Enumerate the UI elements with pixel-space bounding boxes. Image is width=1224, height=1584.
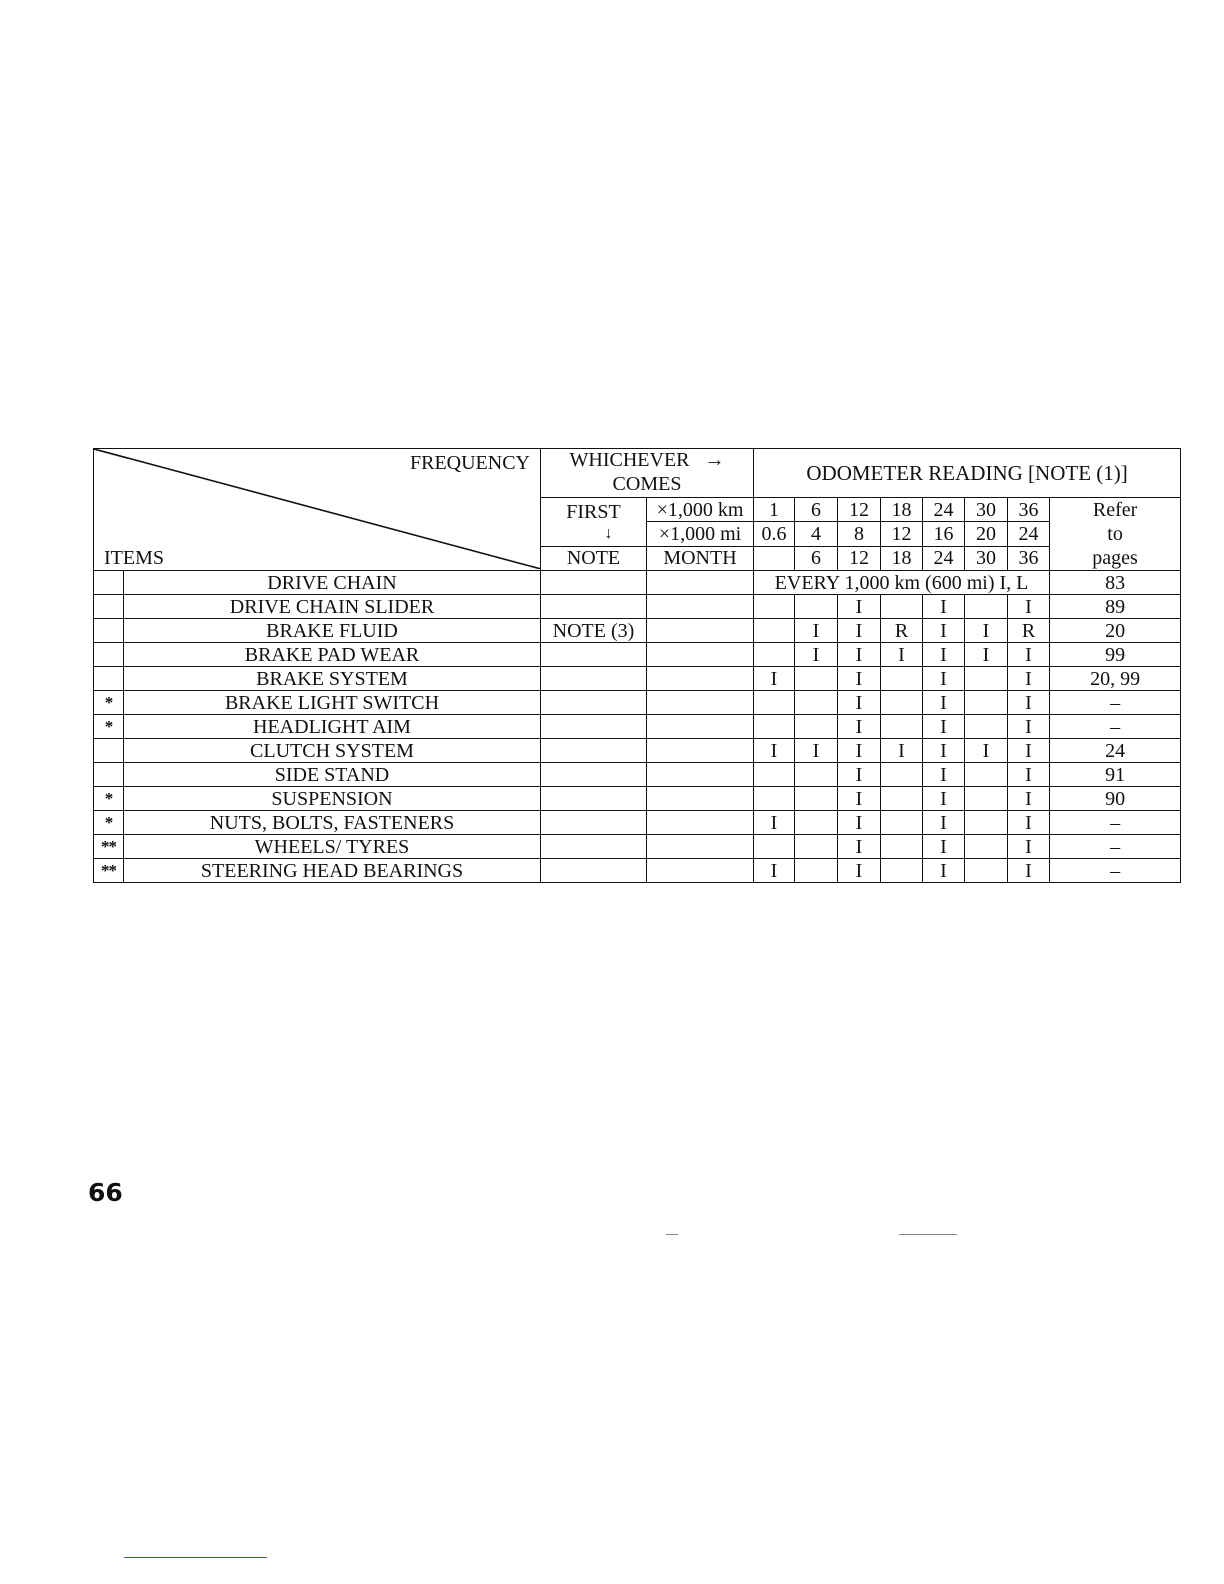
note-cell: NOTE (3) [541,619,647,643]
note-cell [541,715,647,739]
schedule-cell: I [923,691,965,715]
schedule-cell: I [754,667,795,691]
note-cell [541,835,647,859]
unit-mi: ×1,000 mi [647,522,754,546]
schedule-cell: I [838,835,881,859]
month-cell [647,571,754,595]
mi-value: 4 [795,522,838,546]
comes-text: COMES [612,473,682,495]
km-value: 1 [754,498,795,522]
table-row [94,643,1181,667]
service-marker [94,667,124,691]
schedule-cell [795,715,838,739]
schedule-cell: I [838,667,881,691]
km-value: 30 [965,498,1008,522]
schedule-cell [754,835,795,859]
note-cell [541,739,647,763]
schedule-cell: I [965,643,1008,667]
schedule-cell [881,667,923,691]
schedule-cell [754,619,795,643]
refer-line: Refer [1092,499,1138,521]
schedule-cell [881,691,923,715]
schedule-cell: I [923,787,965,811]
refer-line: to [1107,523,1123,545]
schedule-cell: I [923,739,965,763]
scan-mark [666,1234,678,1235]
km-value: 6 [795,498,838,522]
schedule-cell: I [838,763,881,787]
month-cell [647,667,754,691]
service-marker [94,739,124,763]
schedule-cell [881,595,923,619]
month-cell [647,643,754,667]
schedule-cell [965,667,1008,691]
schedule-cell [795,787,838,811]
schedule-cell [795,811,838,835]
first-text: FIRST [566,500,621,523]
note-cell [541,667,647,691]
schedule-cell: I [1008,667,1050,691]
item-name: WHEELS/ TYRES [124,835,541,859]
service-marker [94,595,124,619]
note-cell [541,691,647,715]
interval-text: EVERY 1,000 km (600 mi) I, L [754,571,1050,595]
schedule-cell: I [923,667,965,691]
schedule-cell: R [881,619,923,643]
schedule-cell [795,691,838,715]
frequency-items-header [94,449,541,571]
schedule-cell [965,691,1008,715]
schedule-cell [881,787,923,811]
schedule-cell: I [881,643,923,667]
service-marker: ** [94,835,124,859]
table-row [94,691,1181,715]
schedule-cell [795,835,838,859]
month-cell [647,859,754,883]
mi-value: 12 [881,522,923,546]
month-value [754,546,795,570]
month-value: 6 [795,546,838,570]
mi-value: 0.6 [754,522,795,546]
service-marker: * [94,691,124,715]
table-row [94,811,1181,835]
schedule-cell: I [1008,739,1050,763]
table-row [94,763,1181,787]
schedule-cell [965,595,1008,619]
schedule-cell [795,595,838,619]
table-row [94,667,1181,691]
odometer-reading-header: ODOMETER READING [NOTE (1)] [754,449,1181,498]
schedule-cell [754,691,795,715]
table-row [94,859,1181,883]
page-number: 66 [88,1178,123,1207]
schedule-cell: I [923,835,965,859]
month-cell [647,811,754,835]
item-name: STEERING HEAD BEARINGS [124,859,541,883]
schedule-cell: I [1008,595,1050,619]
schedule-cell: I [1008,859,1050,883]
down-arrow-icon: ↓ [604,524,613,542]
schedule-cell [881,859,923,883]
schedule-cell: I [838,715,881,739]
schedule-cell: I [1008,643,1050,667]
month-cell [647,619,754,643]
schedule-cell [795,667,838,691]
schedule-cell: I [965,619,1008,643]
schedule-cell: I [923,715,965,739]
note-cell [541,763,647,787]
note-cell [541,787,647,811]
schedule-cell: I [838,739,881,763]
schedule-cell: I [795,619,838,643]
service-marker [94,643,124,667]
refer-page: 99 [1050,643,1181,667]
first-label-cell [541,498,647,547]
schedule-cell: I [923,643,965,667]
whichever-comes-first-label [541,449,754,498]
month-value: 24 [923,546,965,570]
refer-page: – [1050,691,1181,715]
refer-page: 90 [1050,787,1181,811]
refer-to-pages-header [1050,498,1181,571]
refer-page: – [1050,715,1181,739]
schedule-cell: I [923,859,965,883]
note-cell [541,643,647,667]
schedule-cell [965,763,1008,787]
maintenance-schedule [93,448,1180,883]
mi-value: 24 [1008,522,1050,546]
schedule-cell: I [923,595,965,619]
schedule-cell: I [923,619,965,643]
item-name: BRAKE FLUID [124,619,541,643]
schedule-cell [881,835,923,859]
month-value: 30 [965,546,1008,570]
schedule-cell: I [1008,715,1050,739]
note-cell [541,571,647,595]
right-arrow-icon: → [704,449,725,471]
schedule-cell [965,787,1008,811]
schedule-cell: I [795,739,838,763]
note-cell [541,859,647,883]
item-name: BRAKE LIGHT SWITCH [124,691,541,715]
scan-mark [124,1557,267,1558]
schedule-cell: I [838,619,881,643]
schedule-cell [754,643,795,667]
item-name: SIDE STAND [124,763,541,787]
frequency-label: FREQUENCY [409,452,530,474]
service-marker: * [94,715,124,739]
service-marker: ** [94,859,124,883]
schedule-cell [754,763,795,787]
month-header: MONTH [647,546,754,570]
schedule-cell: I [1008,763,1050,787]
schedule-cell [754,787,795,811]
note-cell [541,811,647,835]
month-cell [647,739,754,763]
refer-page: – [1050,859,1181,883]
schedule-cell: I [965,739,1008,763]
item-name: BRAKE SYSTEM [124,667,541,691]
items-label: ITEMS [104,547,164,569]
month-cell [647,787,754,811]
mi-value: 8 [838,522,881,546]
schedule-cell [881,763,923,787]
schedule-cell [795,763,838,787]
service-marker [94,619,124,643]
schedule-cell: I [838,643,881,667]
schedule-cell: I [838,595,881,619]
month-cell [647,763,754,787]
schedule-cell: I [1008,811,1050,835]
schedule-cell [965,859,1008,883]
schedule-cell: I [1008,691,1050,715]
month-value: 36 [1008,546,1050,570]
schedule-cell: I [1008,835,1050,859]
note-header: NOTE [541,546,647,570]
schedule-cell: I [1008,787,1050,811]
km-value: 24 [923,498,965,522]
schedule-cell: R [1008,619,1050,643]
month-cell [647,691,754,715]
item-name: NUTS, BOLTS, FASTENERS [124,811,541,835]
schedule-cell: I [754,739,795,763]
refer-page: 20, 99 [1050,667,1181,691]
month-value: 18 [881,546,923,570]
refer-line: pages [1092,547,1138,569]
item-name: HEADLIGHT AIM [124,715,541,739]
table-row [94,619,1181,643]
maintenance-table [93,448,1181,883]
refer-page: – [1050,811,1181,835]
service-marker: * [94,787,124,811]
table-row [94,787,1181,811]
schedule-cell: I [838,691,881,715]
item-name: DRIVE CHAIN SLIDER [124,595,541,619]
table-row [94,739,1181,763]
scan-mark [899,1234,957,1235]
month-cell [647,835,754,859]
service-marker [94,763,124,787]
whichever-text: WHICHEVER [569,449,690,471]
schedule-cell [965,715,1008,739]
schedule-cell [965,835,1008,859]
km-value: 12 [838,498,881,522]
table-row [94,715,1181,739]
schedule-cell: I [923,811,965,835]
schedule-cell: I [795,643,838,667]
schedule-cell: I [838,859,881,883]
month-value: 12 [838,546,881,570]
refer-page: 91 [1050,763,1181,787]
mi-value: 16 [923,522,965,546]
refer-page: 89 [1050,595,1181,619]
schedule-cell [754,595,795,619]
item-name: BRAKE PAD WEAR [124,643,541,667]
schedule-cell: I [754,859,795,883]
unit-km: ×1,000 km [647,498,754,522]
item-name: CLUTCH SYSTEM [124,739,541,763]
km-value: 36 [1008,498,1050,522]
month-cell [647,595,754,619]
refer-page: – [1050,835,1181,859]
item-name: SUSPENSION [124,787,541,811]
schedule-cell [795,859,838,883]
schedule-cell [881,811,923,835]
table-row [94,835,1181,859]
item-name: DRIVE CHAIN [124,571,541,595]
table-row [94,595,1181,619]
refer-page: 83 [1050,571,1181,595]
mi-value: 20 [965,522,1008,546]
month-cell [647,715,754,739]
schedule-cell [965,811,1008,835]
schedule-cell: I [838,811,881,835]
km-value: 18 [881,498,923,522]
schedule-cell: I [881,739,923,763]
schedule-cell: I [838,787,881,811]
note-cell [541,595,647,619]
service-marker: * [94,811,124,835]
schedule-cell [754,715,795,739]
refer-page: 24 [1050,739,1181,763]
schedule-cell: I [754,811,795,835]
service-marker [94,571,124,595]
table-row [94,571,1181,595]
schedule-cell: I [923,763,965,787]
refer-page: 20 [1050,619,1181,643]
schedule-cell [881,715,923,739]
